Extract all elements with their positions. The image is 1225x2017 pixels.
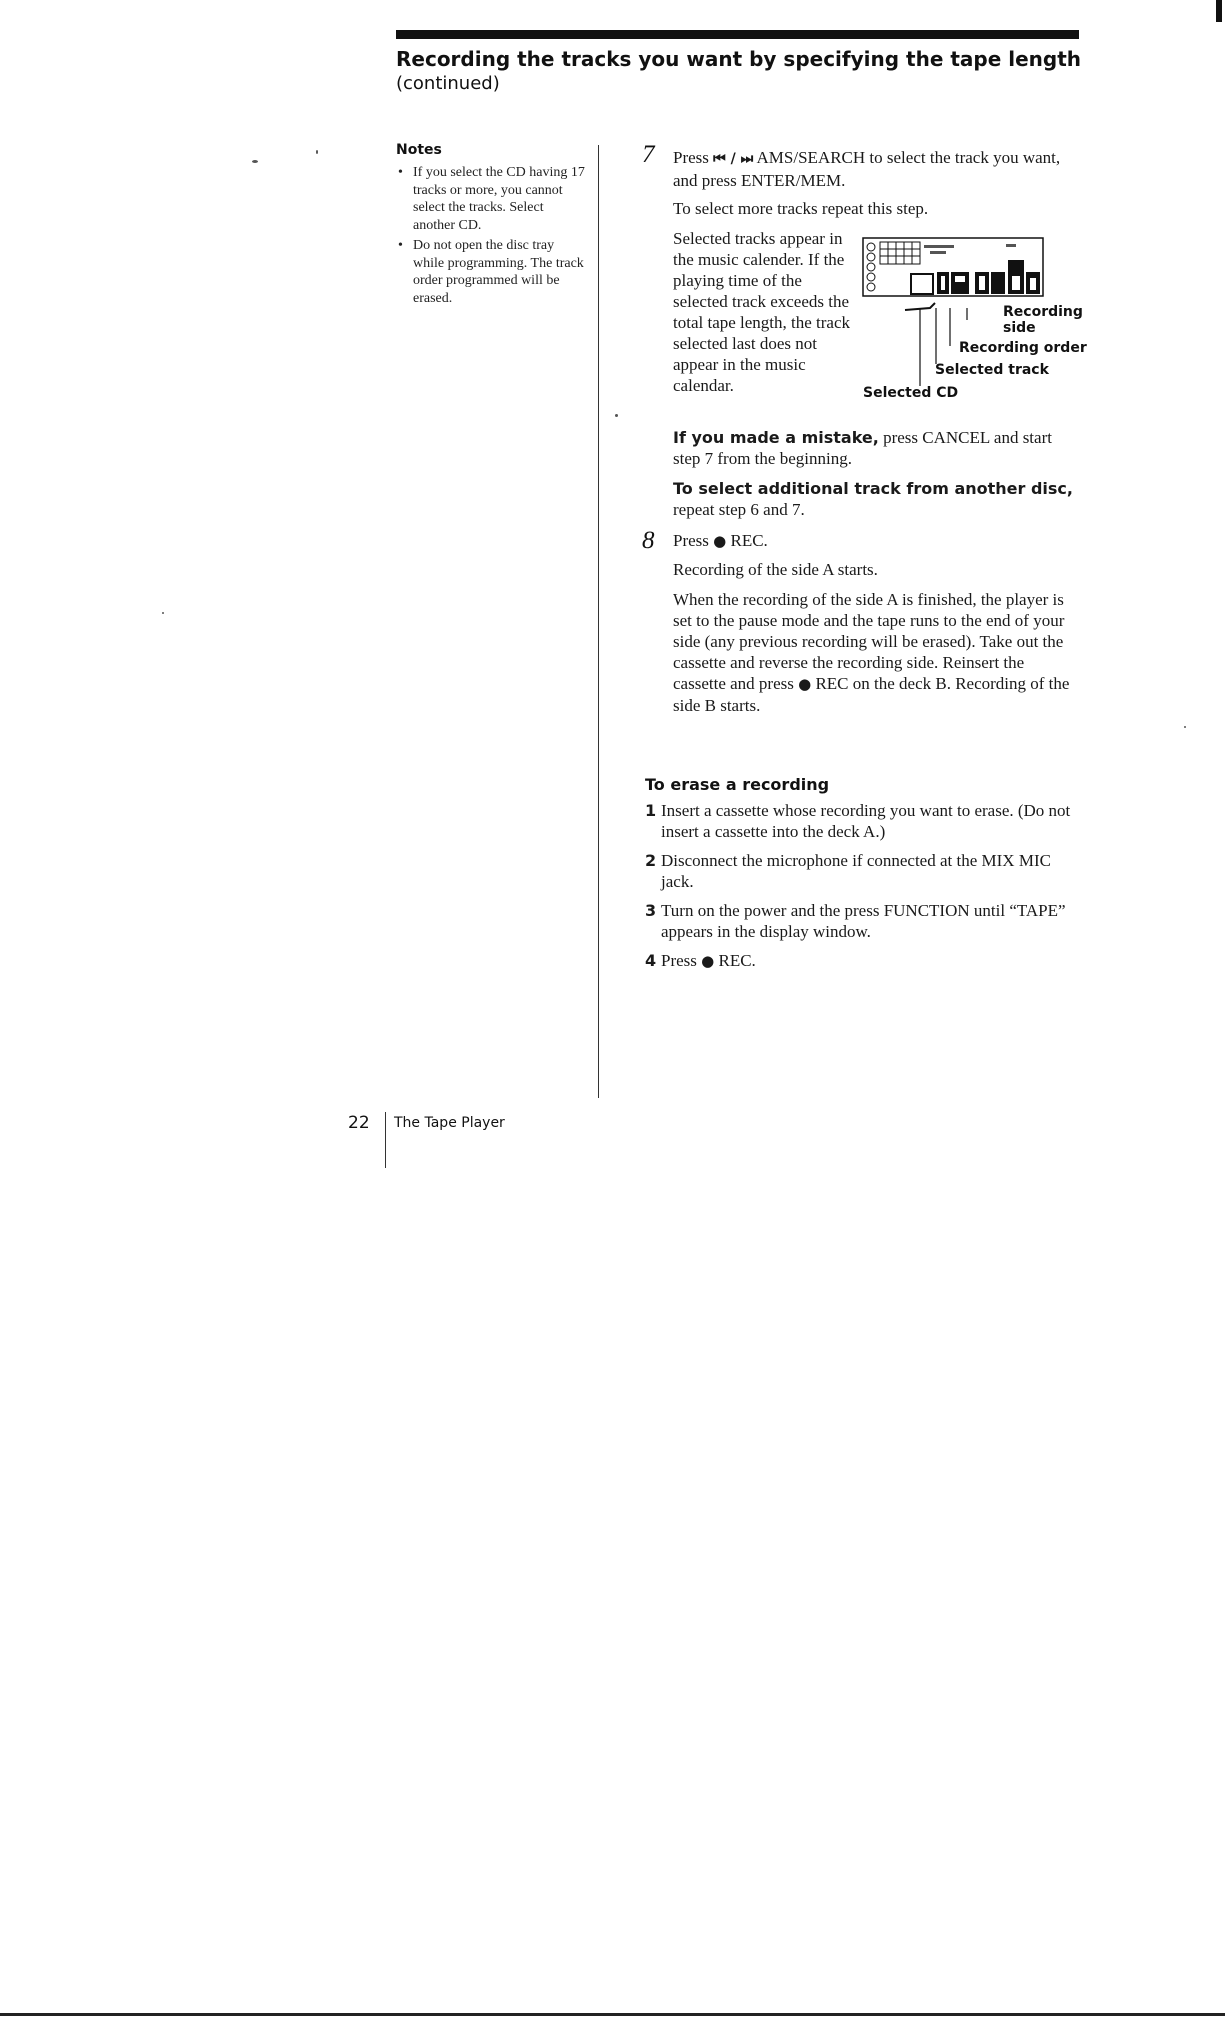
scan-speck bbox=[162, 612, 164, 614]
erase-step-text: Press ● REC. bbox=[661, 951, 756, 970]
section-name: The Tape Player bbox=[394, 1115, 505, 1131]
step-number: 1 bbox=[645, 801, 657, 820]
erase-heading: To erase a recording bbox=[645, 775, 830, 794]
erase-step bbox=[645, 800, 1075, 842]
note-text: If you select the CD having 17 tracks or more, you cannot select the tracks. Select another CD. bbox=[413, 165, 585, 233]
notes-heading: Notes bbox=[396, 142, 442, 158]
erase-step-text: Turn on the power and the press FUNCTION until “TAPE” appears in the display window. bbox=[661, 901, 1066, 941]
mistake-note bbox=[673, 427, 1078, 469]
selected-cd-label: Selected CD bbox=[863, 385, 959, 401]
additional-text: repeat step 6 and 7. bbox=[673, 500, 805, 519]
scan-speck bbox=[316, 150, 318, 154]
step-number: 3 bbox=[645, 901, 657, 920]
step-number: 7 bbox=[642, 141, 655, 168]
notes-section bbox=[396, 142, 586, 310]
step-number: 8 bbox=[642, 527, 655, 554]
additional-lead: To select additional track from another disc, bbox=[673, 479, 1073, 498]
display-illustration bbox=[860, 236, 1085, 406]
page-number: 22 bbox=[348, 1113, 370, 1133]
footer-divider bbox=[385, 1112, 386, 1168]
skip-buttons-icon: ⏮ / ⏭ bbox=[713, 151, 754, 167]
erase-step bbox=[645, 900, 1075, 942]
erase-step-text: Disconnect the microphone if connected at the MIX MIC jack. bbox=[661, 851, 1051, 891]
rec-label: REC. bbox=[730, 531, 768, 550]
record-dot-icon: ● bbox=[701, 952, 715, 970]
header-rule bbox=[396, 30, 1079, 39]
edge-mark bbox=[1216, 0, 1222, 22]
page-subtitle: (continued) bbox=[396, 73, 500, 94]
column-divider bbox=[598, 145, 599, 1098]
selected-track-label: Selected track bbox=[935, 362, 1049, 378]
erase-step-text: Insert a cassette whose recording you want to erase. (Do not insert a cassette into the deck A.) bbox=[661, 801, 1071, 841]
erase-step bbox=[645, 950, 1075, 972]
press-label: Press bbox=[673, 531, 709, 550]
note-text: Do not open the disc tray while programming. The track order programmed will be erased. bbox=[413, 238, 584, 306]
scan-edge bbox=[0, 2013, 1225, 2016]
scan-speck bbox=[615, 414, 618, 417]
scan-speck bbox=[252, 160, 258, 163]
step-number: 2 bbox=[645, 851, 657, 870]
bullet-icon: • bbox=[398, 238, 403, 253]
scan-speck bbox=[1184, 726, 1186, 728]
erase-step bbox=[645, 850, 1075, 892]
record-dot-icon: ● bbox=[798, 675, 812, 693]
note-item bbox=[396, 164, 586, 234]
step7-repeat: To select more tracks repeat this step. bbox=[673, 199, 929, 218]
step8-instruction bbox=[673, 530, 1078, 552]
mistake-text: press CANCEL and start step 7 from the beginning. bbox=[673, 428, 1052, 468]
page-title: Recording the tracks you want by specifying the tape length bbox=[396, 47, 1082, 71]
recording-order-label: Recording order bbox=[959, 340, 1087, 356]
mistake-lead: If you made a mistake, bbox=[673, 428, 879, 447]
step7-detail: Selected tracks appear in the music calender. If the playing time of the selected track exceeds the total tape length, the track selected last does not appear in the music calendar. bbox=[673, 229, 851, 395]
bullet-icon: • bbox=[398, 165, 403, 180]
press-label: Press bbox=[673, 148, 709, 167]
additional-note bbox=[673, 478, 1078, 520]
recording-side-label: Recording side bbox=[1003, 304, 1083, 336]
step7-instruction bbox=[673, 147, 1073, 191]
step8-start: Recording of the side A starts. bbox=[673, 560, 878, 579]
step-number: 4 bbox=[645, 951, 657, 970]
record-dot-icon: ● bbox=[713, 532, 727, 550]
step8-detail: When the recording of the side A is finished, the player is set to the pause mode and the tape runs to the end of your side (any previous recording will be erased). Take out the cassette and reverse the recording side. Reinsert the cassette and press ● REC on the deck B. Recording of the side B starts. bbox=[673, 590, 1070, 715]
instruction-text: AMS/SEARCH to select the track you want, and press ENTER/MEM. bbox=[673, 148, 1061, 190]
note-item bbox=[396, 237, 586, 307]
